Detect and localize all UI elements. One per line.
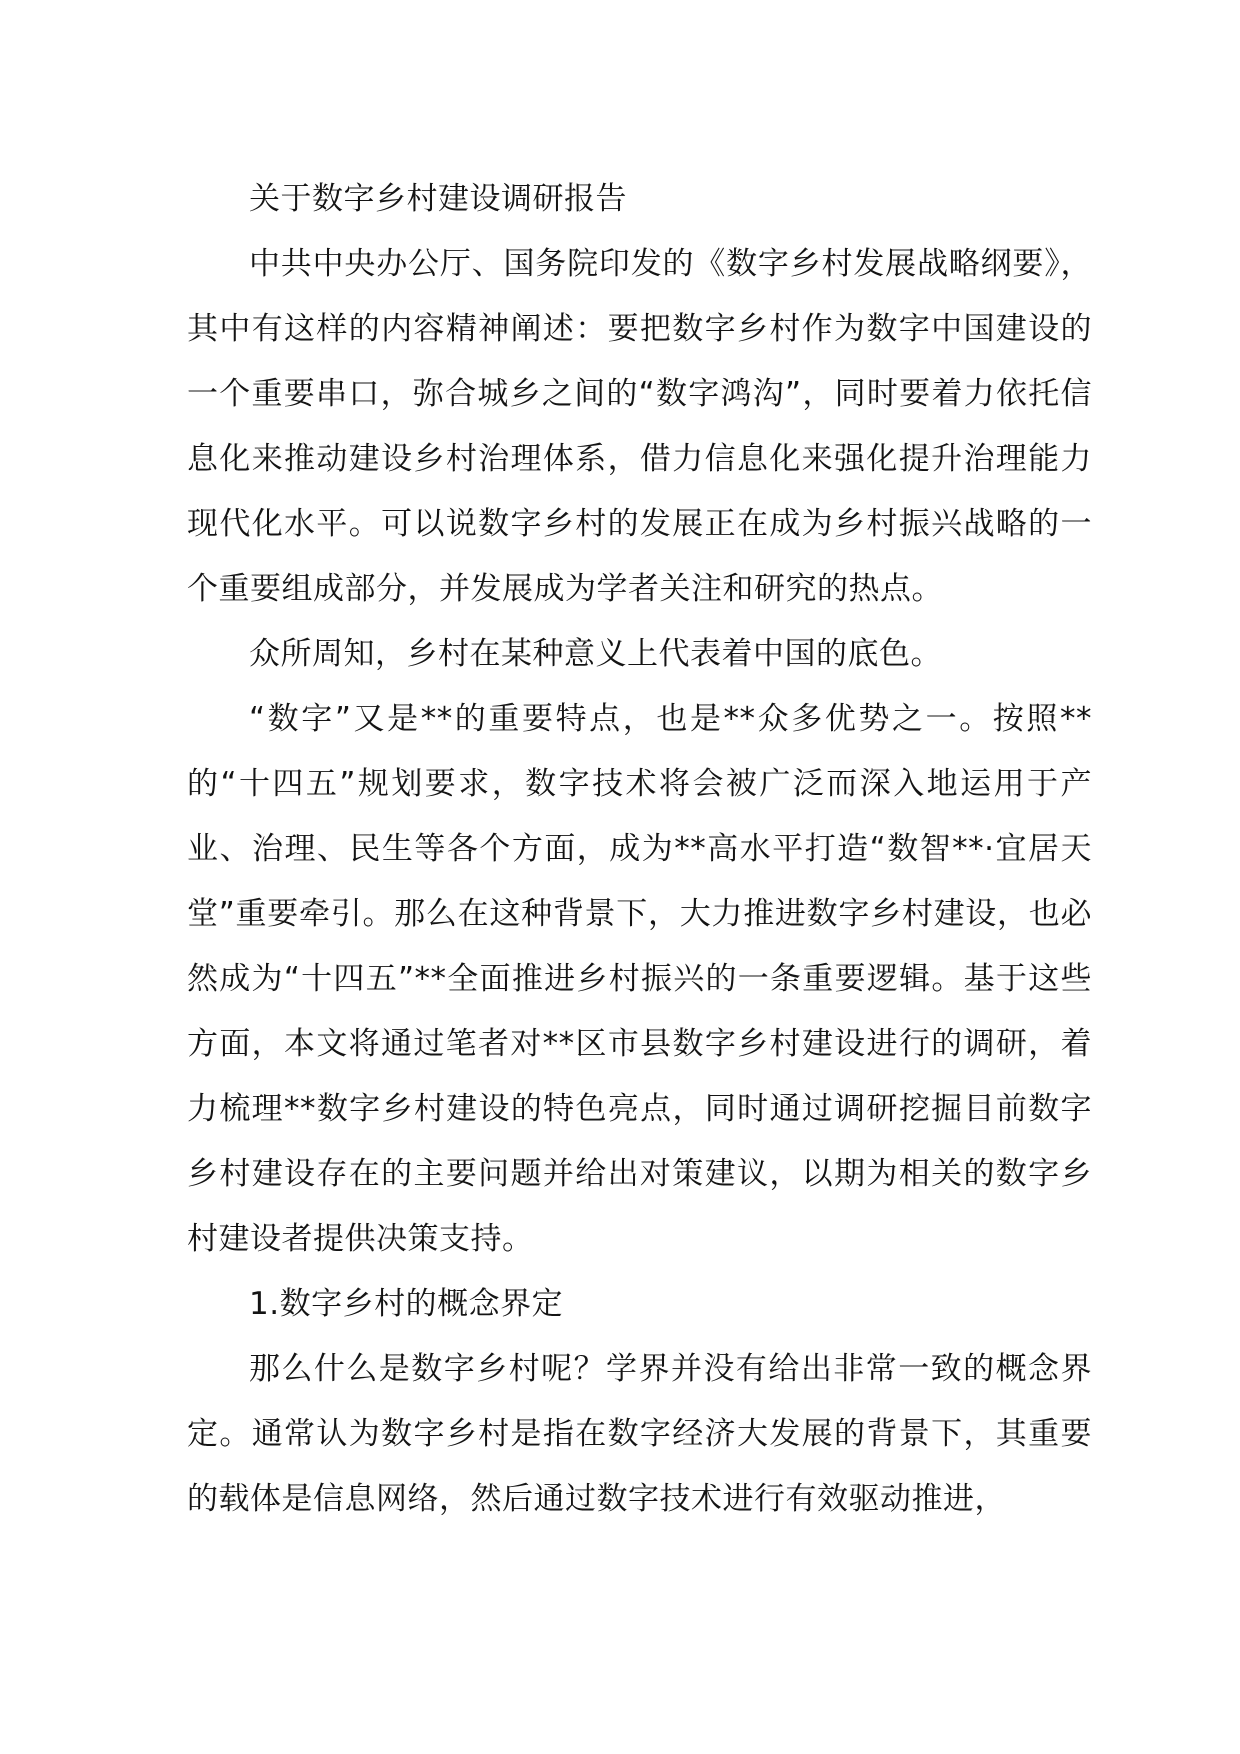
paragraph-digital: “数字”又是**的重要特点，也是**众多优势之一。按照**的“十四五”规划要求，数字技术将会被广泛而深入地运用于产业、治理、民生等各个方面，成为**高水平打造“数智**·宜居天堂”重要牵引。那么在这种背景下，大力推进数字乡村建设，也必然成为“十四五”**全面推进乡村振兴的一条重要逻辑。基于这些方面，本文将通过笔者对**区市县数字乡村建设进行的调研，着力梳理**数字乡村建设的特色亮点，同时通过调研挖掘目前数字乡村建设存在的主要问题并给出对策建议，以期为相关的数字乡村建设者提供决策支持。 (187, 701, 1092, 1257)
paragraph-countryside: 众所周知，乡村在某种意义上代表着中国的底色。 (249, 636, 942, 672)
document-body (187, 167, 1092, 1532)
document-title: 关于数字乡村建设调研报告 (249, 181, 627, 217)
paragraph-intro: 中共中央办公厅、国务院印发的《数字乡村发展战略纲要》，其中有这样的内容精神阐述：要把数字乡村作为数字中国建设的一个重要串口，弥合城乡之间的“数字鸿沟”，同时要着力依托信息化来推动建设乡村治理体系，借力信息化来强化提升治理能力现代化水平。可以说数字乡村的发展正在成为乡村振兴战略的一个重要组成部分，并发展成为学者关注和研究的热点。 (187, 246, 1092, 607)
paragraph-definition: 那么什么是数字乡村呢？学界并没有给出非常一致的概念界定。通常认为数字乡村是指在数字经济大发展的背景下，其重要的载体是信息网络，然后通过数字技术进行有效驱动推进， (187, 1351, 1092, 1517)
section-heading: 1.数字乡村的概念界定 (249, 1286, 564, 1322)
